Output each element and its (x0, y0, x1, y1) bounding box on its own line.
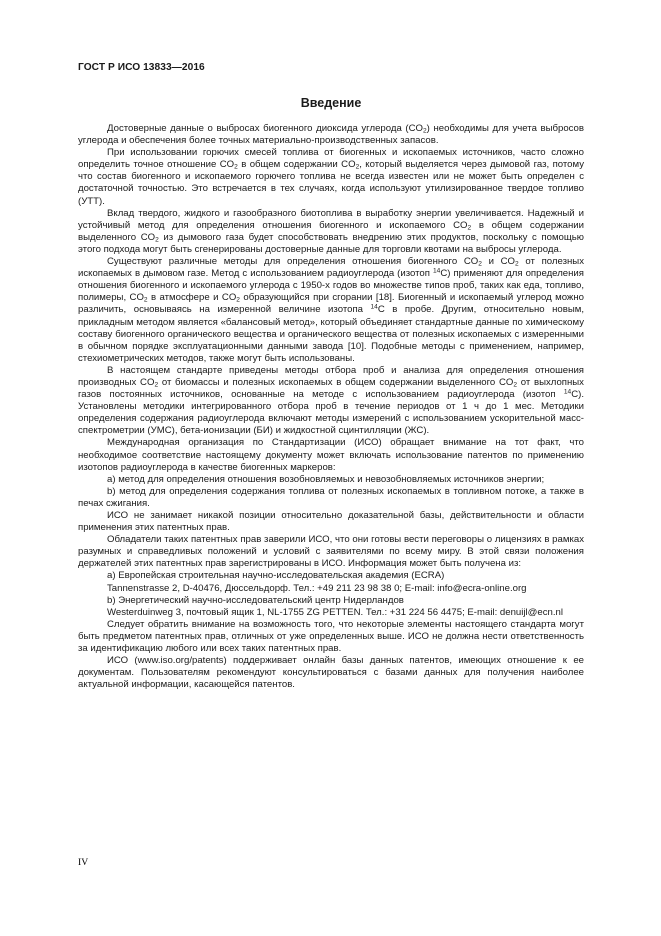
paragraph-4: Существуют различные методы для определения отношения биогенного $CO_2$ и $CO_2$ от полезных ископаемых в дымовом газе. Метод с использованием радиоуглерода (изотоп $^{14}$C) применяют для определения отношения биогенного и ископаемого углерода с 1950-х годов во множестве типов проб, таких как еда, топливо, полимеры, $CO_2$ в атмосфере и $CO_2$ образующийся при сгорании [18]. Биогенный и ископаемый углерод можно различить, основываясь на измеренной величине изотопа $^{14}$C в пробе. Другим, относительно новым, прикладным методом является «балансовый метод», который объединяет стандартные данные по химическому составу биогенного органического вещества и органического вещества от полезных ископаемых с измеренными в обычном порядке эксплуатационными данными завода [10]. Подобные методы с применением, например, стехиометрических методов, также могут быть использованы. (78, 256, 584, 364)
paragraph-2: При использовании горючих смесей топлива от биогенных и ископаемых источников, часто сложно определить точное отношение $CO_2$ в общем содержании $CO_2$, который выделяется через дымовой газ, потому что состав биогенного и ископаемого горючего топлива не всегда известен или не может быть определен с достаточной точностью. Это встречается в тех случаях, когда используют утилизированное твердое топливо (УТТ). (78, 147, 585, 207)
paragraph-6: Международная организация по Стандартизации (ИСО) обращает внимание на тот факт, что необходимое соответствие настоящему документу может включать использование патентов по применению изотопов радиоуглерода в качестве биогенных маркеров: (78, 437, 584, 473)
contact-a-name: a) Европейская строительная научно-исследовательская академия (ECRA) (107, 570, 445, 582)
paragraph-3: Вклад твердого, жидкого и газообразного биотоплива в выработку энергии увеличивается. Надежный и устойчивый метод для определения отношения биогенного и ископаемого $CO_2$ в общем содержании выделенного $CO_2$ из дымового газа будет способствовать внедрению этих продуктов, поскольку с помощью этого подхода могут быть сгенерированы достоверные данные для торговли квотами на выбросы углерода. (78, 207, 584, 255)
paragraph-9: Следует обратить внимание на возможность того, что некоторые элементы настоящего стандарта могут быть предметом патентных прав, отличных от уже определенных выше. ИСО не должна нести ответственность за идентификацию любого или всех таких патентных прав. (78, 618, 584, 655)
section-title: Введение (300, 96, 362, 110)
paragraph-7: ИСО не занимает никакой позиции относительно доказательной базы, действительности и области применения этих патентных прав. (78, 510, 584, 534)
contact-b-name: b) Энергетический научно-исследовательский центр Нидерландов (107, 594, 404, 606)
page-number: IV (78, 857, 89, 868)
list-item-b: b) метод для определения содержания топлива от полезных ископаемых в топливном потоке, а также в печах сжигания. (78, 485, 584, 509)
standard-designation: ГОСТ Р ИСО 13833—2016 (78, 62, 205, 73)
paragraph-1: Достоверные данные о выбросах биогенного диоксида углерода $(CO_2)$ необходимы для учета выбросов углерода и обеспечения более точных материально-производственных запасов. (78, 123, 584, 147)
body-text (78, 123, 584, 691)
contact-b-address: Westerduinweg 3, почтовый ящик 1, NL-1755 ZG PETTEN. Тел.: +31 224 56 4475; E-mail: denuijl@ecn.nl (107, 606, 563, 618)
contact-a-address: Tannenstrasse 2, D-40476, Дюссельдорф. Тел.: +49 211 23 98 38 0; E-mail: info@ecra-online.org (107, 582, 527, 594)
paragraph-5: В настоящем стандарте приведены методы отбора проб и анализа для определения отношения производных $CO_2$ от биомассы и полезных ископаемых в общем содержании выделенного $CO_2$ от выхлопных газов постоянных источников, основанные на методе с использованием радиоуглерода (изотоп $^{14}$C). Установлены методики интегрированного отбора проб в течение периодов от 1 ч до 1 мес. Методики определения содержания радиоуглерода включают методы измерений с использованием ускорительной масс-спектрометрии (УМС), бета-ионизации (БИ) и жидкостной сцинтилляции (ЖС). (78, 364, 584, 437)
paragraph-8: Обладатели таких патентных прав заверили ИСО, что они готовы вести переговоры о лицензиях в рамках разумных и справедливых положений и условий с заявителями по всему миру. В этой связи положения держателей этих патентных прав зарегистрированы в ИСО. Информация может быть получена из: (78, 534, 584, 570)
paragraph-10: ИСО (www.iso.org/patents) поддерживает онлайн базы данных патентов, имеющих отношение к ее документам. Пользователям рекомендуют консультироваться с базами данных для получения наиболее актуальной информации, касающейся патентов. (78, 655, 584, 691)
list-item-a: a) метод для определения отношения возобновляемых и невозобновляемых источников энергии; (107, 473, 545, 485)
